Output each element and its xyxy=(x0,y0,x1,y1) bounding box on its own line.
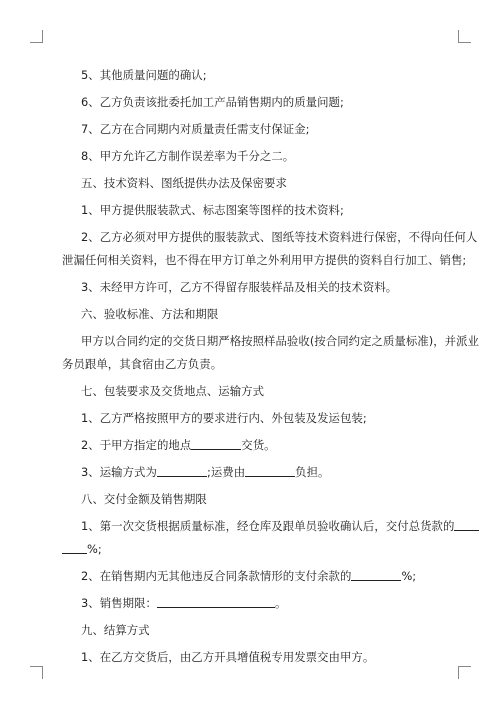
section-heading-8: 八、交付金额及销售期限 xyxy=(81,492,207,506)
paragraph-invoice: 1、在乙方交货后，由乙方开具增值税专用发票交由甲方。 xyxy=(81,650,375,664)
sales-period-suffix: 。 xyxy=(274,596,287,610)
paragraph-tech-docs: 1、甲方提供服装款式、标志图案等图样的技术资料; xyxy=(81,203,344,217)
delivery-location-label: 2、于甲方指定的地点 xyxy=(81,438,192,452)
freight-label: ;运费由 xyxy=(206,465,246,479)
balance-payment-blank[interactable] xyxy=(351,569,401,581)
paragraph-transport xyxy=(62,465,442,479)
delivery-location-blank[interactable] xyxy=(191,438,241,450)
delivery-location-suffix: 交货。 xyxy=(241,438,276,452)
corner-mark-bottom-left xyxy=(30,666,43,679)
paragraph-delivery-location xyxy=(62,438,442,452)
paragraph-acceptance-line2: 务员跟单，其食宿由乙方负责。 xyxy=(62,357,223,371)
paragraph-first-payment-line2 xyxy=(62,542,442,556)
paragraph-deposit: 7、乙方在合同期内对质量责任需支付保证金; xyxy=(81,122,310,136)
paragraph-confidentiality-line2: 泄漏任何相关资料，也不得在甲方订单之外利用甲方提供的资料自行加工、销售; xyxy=(62,253,467,267)
paragraph-sales-period xyxy=(62,596,442,610)
sales-period-label: 3、销售期限： xyxy=(81,596,157,610)
paragraph-quality-confirm: 5、其他质量问题的确认; xyxy=(81,68,207,82)
paragraph-confidentiality-line1: 2、乙方必须对甲方提供的服装款式、图纸等技术资料进行保密，不得向任何人 xyxy=(81,230,478,244)
transport-label: 3、运输方式为 xyxy=(81,465,157,479)
balance-payment-label: 2、在销售期内无其他违反合同条款情形的支付余款的 xyxy=(81,569,352,583)
freight-suffix: 负担。 xyxy=(295,465,330,479)
first-payment-blank-b[interactable] xyxy=(62,542,87,554)
first-payment-blank-a[interactable] xyxy=(454,519,479,531)
freight-payer-blank[interactable] xyxy=(245,465,295,477)
paragraph-first-payment-line1 xyxy=(62,519,455,533)
paragraph-no-samples: 3、未经甲方许可，乙方不得留存服装样品及相关的技术资料。 xyxy=(81,280,398,294)
document-body xyxy=(62,68,479,664)
paragraph-acceptance-line1: 甲方以合同约定的交货日期严格按照样品验收(按合同约定之质量标准)，并派业 xyxy=(81,334,479,348)
transport-method-blank[interactable] xyxy=(157,465,207,477)
paragraph-balance-payment xyxy=(62,569,442,583)
paragraph-error-rate: 8、甲方允许乙方制作误差率为千分之二。 xyxy=(81,149,295,163)
sales-period-blank[interactable] xyxy=(157,596,275,608)
corner-mark-top-left xyxy=(30,30,43,43)
balance-payment-suffix: %; xyxy=(401,569,417,583)
paragraph-packaging: 1、乙方严格按照甲方的要求进行内、外包装及发运包装; xyxy=(81,411,367,425)
section-heading-6: 六、验收标准、方法和期限 xyxy=(81,307,219,321)
section-heading-5: 五、技术资料、图纸提供办法及保密要求 xyxy=(81,176,287,190)
first-payment-suffix: %; xyxy=(87,542,102,556)
section-heading-7: 七、包装要求及交货地点、运输方式 xyxy=(81,384,265,398)
section-heading-9: 九、结算方式 xyxy=(81,623,150,637)
paragraph-sales-quality: 6、乙方负责该批委托加工产品销售期内的质量问题; xyxy=(81,95,344,109)
first-payment-label: 1、第一次交货根据质量标准，经仓库及跟单员验收确认后，交付总货款的 xyxy=(81,519,455,533)
corner-mark-bottom-right xyxy=(458,666,471,679)
corner-mark-top-right xyxy=(458,30,471,43)
